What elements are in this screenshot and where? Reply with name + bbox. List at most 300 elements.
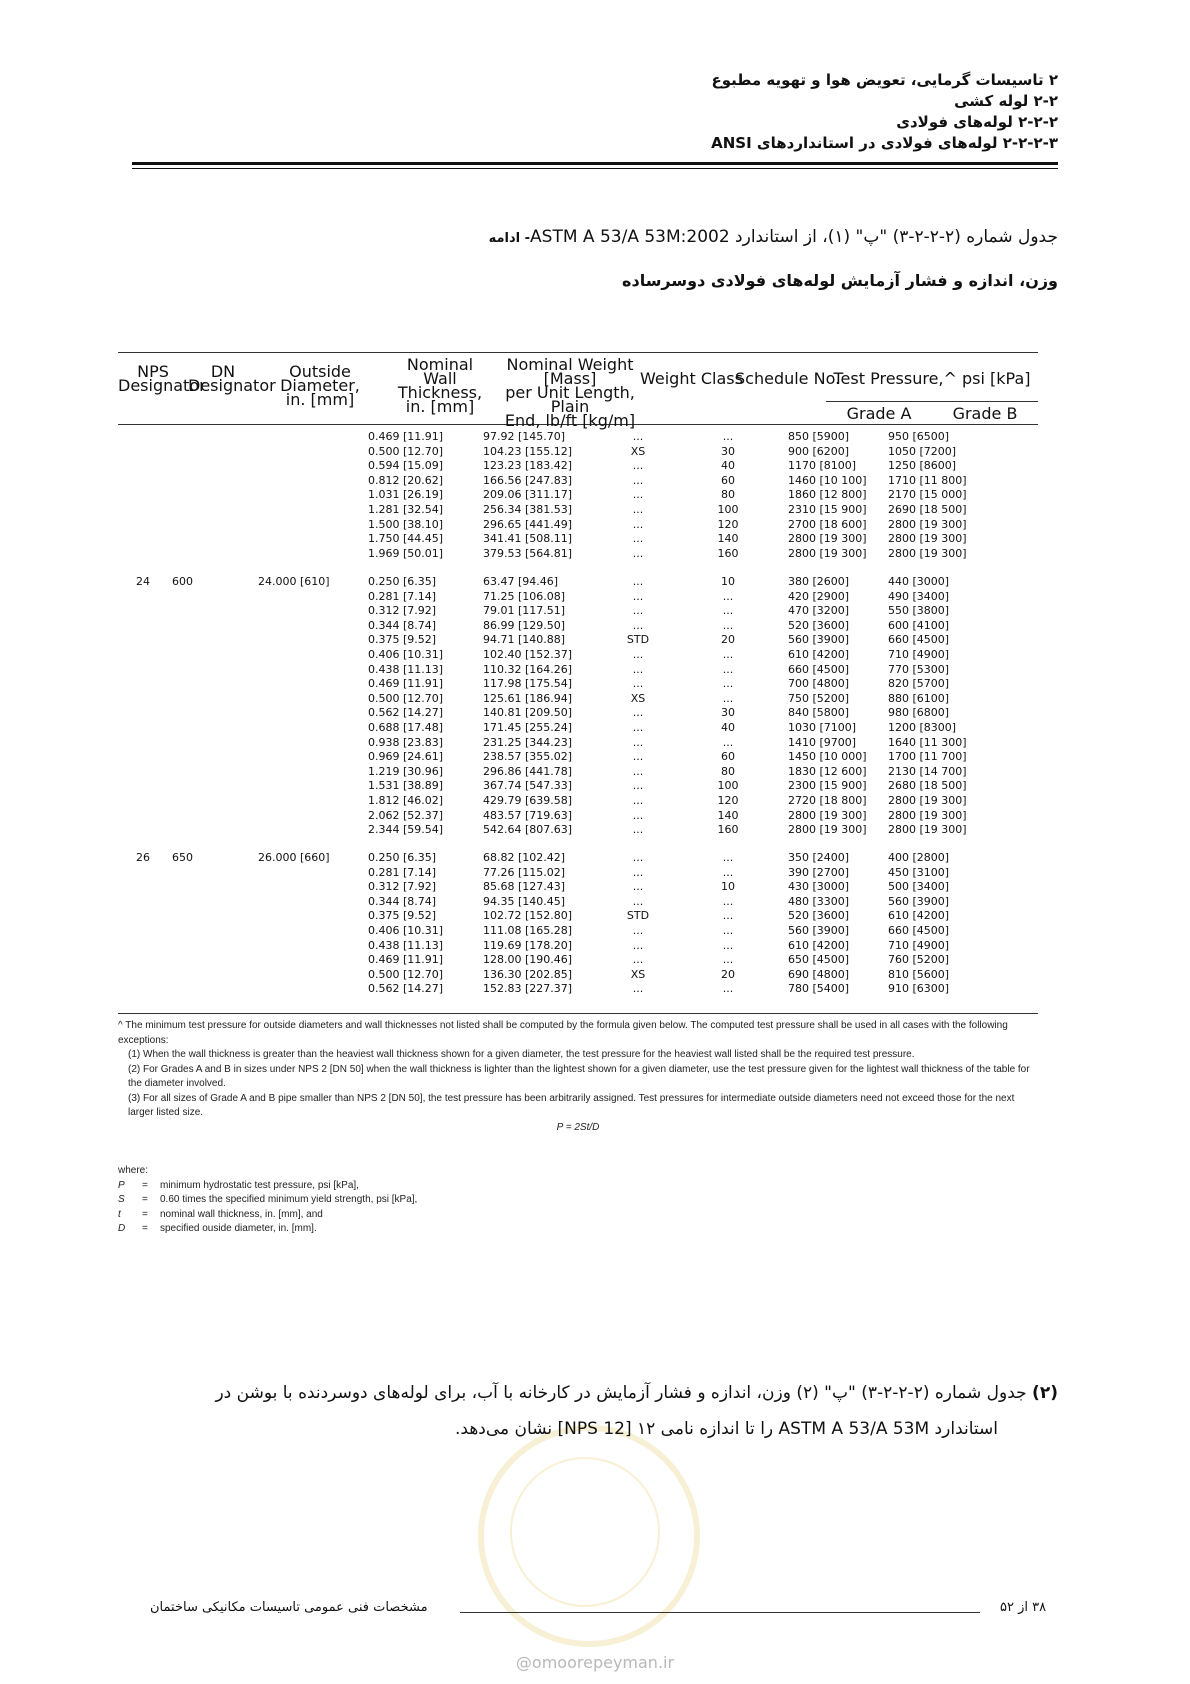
table-group-nps-24 xyxy=(118,575,1038,838)
test-pressure-grade-b: 880 [6100] xyxy=(888,691,950,705)
test-pressure-grade-b: 1050 [7200] xyxy=(888,444,957,458)
test-pressure-grade-b: 2800 [19 300] xyxy=(888,532,967,546)
test-pressure-grade-a: 1450 [10 000] xyxy=(788,750,867,764)
nominal-weight: 429.79 [639.58] xyxy=(483,793,573,807)
test-pressure-grade-a: 650 [4500] xyxy=(788,953,850,967)
weight-class: ... xyxy=(632,604,644,618)
wall-thickness: 0.406 [10.31] xyxy=(368,923,444,937)
definition-equals: = xyxy=(142,1208,148,1220)
weight-class: ... xyxy=(632,923,644,937)
wall-thickness: 0.500 [12.70] xyxy=(368,967,444,981)
test-pressure-grade-a: 390 [2700] xyxy=(788,865,850,879)
wall-thickness: 0.250 [6.35] xyxy=(368,575,437,588)
nominal-weight: 166.56 [247.83] xyxy=(483,473,573,487)
weight-class: ... xyxy=(632,502,644,516)
test-pressure-grade-b: 710 [4900] xyxy=(888,938,950,952)
nominal-weight: 102.72 [152.80] xyxy=(483,909,573,923)
test-pressure-grade-a: 2800 [19 300] xyxy=(788,532,867,546)
header-grade-a: Grade A xyxy=(846,404,912,423)
footer-title: مشخصات فنی عمومی تاسیسات مکانیکی ساختمان xyxy=(150,1600,428,1615)
wall-thickness: 0.375 [9.52] xyxy=(368,633,437,647)
nominal-weight: 102.40 [152.37] xyxy=(483,647,573,661)
nominal-weight: 77.26 [115.02] xyxy=(483,865,566,879)
nominal-weight: 125.61 [186.94] xyxy=(483,691,573,705)
schedule-no: ... xyxy=(722,430,734,443)
table-row xyxy=(118,706,1038,721)
nominal-weight: 128.00 [190.46] xyxy=(483,953,573,967)
test-pressure-grade-a: 1830 [12 600] xyxy=(788,764,867,778)
wall-thickness: 0.281 [7.14] xyxy=(368,589,437,603)
weight-class: ... xyxy=(632,779,644,793)
definition-symbol: P xyxy=(118,1179,125,1191)
table-row xyxy=(118,895,1038,910)
wall-thickness: 2.344 [59.54] xyxy=(368,823,444,837)
header-line-4: ۲-۲-۲-۳ لوله‌های فولادی در استانداردهای ANSI xyxy=(711,134,1058,152)
table-row xyxy=(118,488,1038,503)
table-row xyxy=(118,736,1038,751)
wall-thickness: 1.969 [50.01] xyxy=(368,546,444,560)
weight-class: ... xyxy=(632,793,644,807)
nominal-weight: 86.99 [129.50] xyxy=(483,618,566,632)
weight-class: ... xyxy=(632,808,644,822)
header-nps-text: NPS Designator xyxy=(118,362,206,395)
schedule-no: ... xyxy=(722,662,734,676)
header-grade-b: Grade B xyxy=(952,404,1018,423)
test-pressure-grade-a: 480 [3300] xyxy=(788,894,850,908)
test-pressure-grade-a: 700 [4800] xyxy=(788,677,850,691)
nominal-weight: 171.45 [255.24] xyxy=(483,720,573,734)
test-pressure-grade-a: 900 [6200] xyxy=(788,444,850,458)
weight-class: XS xyxy=(630,444,646,458)
table-row xyxy=(118,779,1038,794)
where-label: where: xyxy=(118,1165,149,1176)
test-pressure-grade-b: 910 [6300] xyxy=(888,982,950,996)
test-pressure-grade-b: 500 [3400] xyxy=(888,880,950,894)
nominal-weight: 94.71 [140.88] xyxy=(483,633,566,647)
nominal-weight: 140.81 [209.50] xyxy=(483,706,573,720)
wall-thickness: 0.438 [11.13] xyxy=(368,662,444,676)
wall-thickness: 0.562 [14.27] xyxy=(368,706,444,720)
header-schedule: Schedule No. xyxy=(735,369,841,388)
nominal-weight: 296.86 [441.78] xyxy=(483,764,573,778)
page-number: ۳۸ از ۵۲ xyxy=(1000,1600,1047,1615)
test-pressure-grade-a: 350 [2400] xyxy=(788,851,850,864)
table-row xyxy=(118,924,1038,939)
table-row xyxy=(118,547,1038,562)
test-pressure-grade-a: 2310 [15 900] xyxy=(788,502,867,516)
header-od-text: Outside Diameter, in. [mm] xyxy=(280,362,360,409)
test-pressure-grade-a: 560 [3900] xyxy=(788,923,850,937)
weight-class: ... xyxy=(632,823,644,837)
wall-thickness: 0.562 [14.27] xyxy=(368,982,444,996)
weight-class: ... xyxy=(632,982,644,996)
nominal-weight: 110.32 [164.26] xyxy=(483,662,573,676)
outside-diameter: 24.000 [610] xyxy=(258,575,330,588)
test-pressure-grade-b: 2800 [19 300] xyxy=(888,517,967,531)
schedule-no: 120 xyxy=(717,517,739,531)
weight-class: ... xyxy=(632,851,644,864)
wall-thickness: 1.750 [44.45] xyxy=(368,532,444,546)
schedule-no: ... xyxy=(722,851,734,864)
nominal-weight: 111.08 [165.28] xyxy=(483,923,573,937)
weight-class: ... xyxy=(632,546,644,560)
wall-thickness: 1.500 [38.10] xyxy=(368,517,444,531)
weight-class: ... xyxy=(632,618,644,632)
header-nps xyxy=(118,362,206,395)
test-pressure-grade-b: 2800 [19 300] xyxy=(888,823,967,837)
weight-class: ... xyxy=(632,750,644,764)
definition-text: specified ouside diameter, in. [mm]. xyxy=(160,1223,317,1234)
table-row xyxy=(118,866,1038,881)
table-row xyxy=(118,474,1038,489)
nominal-weight: 296.65 [441.49] xyxy=(483,517,573,531)
test-pressure-grade-b: 660 [4500] xyxy=(888,633,950,647)
wall-thickness: 1.031 [26.19] xyxy=(368,488,444,502)
wall-thickness: 0.312 [7.92] xyxy=(368,880,437,894)
test-pressure-grade-a: 380 [2600] xyxy=(788,575,850,588)
table-row xyxy=(118,750,1038,765)
test-pressure-grade-b: 490 [3400] xyxy=(888,589,950,603)
schedule-no: 80 xyxy=(721,764,735,778)
wall-thickness: 0.500 [12.70] xyxy=(368,444,444,458)
test-pressure-grade-b: 2130 [14 700] xyxy=(888,764,967,778)
nps-designator: 26 xyxy=(136,851,150,864)
table-rule-top xyxy=(118,352,1038,353)
test-pressure-grade-b: 2680 [18 500] xyxy=(888,779,967,793)
schedule-no: ... xyxy=(722,647,734,661)
footnote-exception-3: (3) For all sizes of Grade A and B pipe smaller than NPS 2 [DN 50], the test pressure has been arbitrarily assigned. Test pressures for intermediate outside diameters need not exceed those for the next larger listed size. xyxy=(128,1092,1015,1118)
nominal-weight: 94.35 [140.45] xyxy=(483,894,566,908)
wall-thickness: 0.344 [8.74] xyxy=(368,618,437,632)
schedule-no: 10 xyxy=(721,575,735,588)
test-pressure-grade-b: 450 [3100] xyxy=(888,865,950,879)
definition-text: nominal wall thickness, in. [mm], and xyxy=(160,1208,323,1220)
table-row xyxy=(118,503,1038,518)
footer-rule xyxy=(460,1612,980,1613)
table-row xyxy=(118,532,1038,547)
definition-equals: = xyxy=(142,1179,148,1191)
table-caption-suffix: - ادامه xyxy=(488,231,531,246)
test-pressure-grade-b: 760 [5200] xyxy=(888,953,950,967)
definition-symbol: S xyxy=(118,1194,125,1205)
wall-thickness: 0.594 [15.09] xyxy=(368,459,444,473)
wall-thickness: 0.969 [24.61] xyxy=(368,750,444,764)
test-pressure-grade-a: 1170 [8100] xyxy=(788,459,857,473)
test-pressure-grade-b: 820 [5700] xyxy=(888,677,950,691)
table-row xyxy=(118,604,1038,619)
weight-class: ... xyxy=(632,589,644,603)
table-row xyxy=(118,677,1038,692)
test-pressure-grade-a: 2700 [18 600] xyxy=(788,517,867,531)
table-group-continuation xyxy=(118,430,1038,561)
weight-class: STD xyxy=(626,909,650,923)
schedule-no: 120 xyxy=(717,793,739,807)
wall-thickness: 0.688 [17.48] xyxy=(368,720,444,734)
schedule-no: ... xyxy=(722,894,734,908)
wall-thickness: 0.438 [11.13] xyxy=(368,938,444,952)
test-pressure-grade-b: 2800 [19 300] xyxy=(888,546,967,560)
schedule-no: ... xyxy=(722,953,734,967)
table-row xyxy=(118,794,1038,809)
wall-thickness: 0.312 [7.92] xyxy=(368,604,437,618)
wall-thickness: 0.281 [7.14] xyxy=(368,865,437,879)
footnote-exception-1: (1) When the wall thickness is greater than the heaviest wall thickness shown for a given diameter, the test pressure for the heaviest wall listed shall be the required test pressure. xyxy=(128,1049,915,1060)
wall-thickness: 0.375 [9.52] xyxy=(368,909,437,923)
table-caption-text: جدول شماره (۲-۲-۲-۳) "پ" (۱)، از استاندارد ASTM A 53/A 53M:2002 xyxy=(530,227,1058,247)
test-pressure-grade-a: 780 [5400] xyxy=(788,982,850,996)
wall-thickness: 0.469 [11.91] xyxy=(368,677,444,691)
test-pressure-grade-a: 1410 [9700] xyxy=(788,735,857,749)
test-pressure-grade-a: 750 [5200] xyxy=(788,691,850,705)
weight-class: ... xyxy=(632,575,644,588)
test-pressure-grade-b: 2800 [19 300] xyxy=(888,808,967,822)
test-pressure-grade-b: 610 [4200] xyxy=(888,909,950,923)
table-row xyxy=(118,823,1038,838)
definition-symbol: D xyxy=(118,1223,126,1234)
schedule-no: 60 xyxy=(721,473,735,487)
weight-class: ... xyxy=(632,720,644,734)
wall-thickness: 1.219 [30.96] xyxy=(368,764,444,778)
test-pressure-grade-b: 1710 [11 800] xyxy=(888,473,967,487)
header-nominal-weight xyxy=(500,355,640,430)
weight-class: ... xyxy=(632,647,644,661)
test-pressure-grade-a: 2800 [19 300] xyxy=(788,546,867,560)
weight-class: ... xyxy=(632,662,644,676)
schedule-no: 100 xyxy=(717,502,739,516)
test-pressure-grade-b: 980 [6800] xyxy=(888,706,950,720)
wall-thickness: 0.344 [8.74] xyxy=(368,894,437,908)
table-row xyxy=(118,663,1038,678)
schedule-no: 40 xyxy=(721,720,735,734)
test-pressure-grade-b: 950 [6500] xyxy=(888,430,950,443)
nominal-weight: 379.53 [564.81] xyxy=(483,546,573,560)
paragraph-line-1: جدول شماره (۲-۲-۲-۳) "پ" (۲) وزن، اندازه و فشار آزمایش در کارخانه با آب، برای لوله‌های دوسردنده با بوشن در xyxy=(215,1383,1027,1403)
schedule-no: ... xyxy=(722,865,734,879)
schedule-no: 30 xyxy=(721,444,735,458)
schedule-no: ... xyxy=(722,982,734,996)
section-header xyxy=(158,70,1058,154)
test-pressure-grade-a: 430 [3000] xyxy=(788,880,850,894)
table-row xyxy=(118,459,1038,474)
wall-thickness: 0.500 [12.70] xyxy=(368,691,444,705)
definition-equals: = xyxy=(142,1223,148,1234)
nominal-weight: 231.25 [344.23] xyxy=(483,735,573,749)
test-pressure-grade-b: 1250 [8600] xyxy=(888,459,957,473)
test-pressure-grade-a: 420 [2900] xyxy=(788,589,850,603)
definition-text: 0.60 times the specified minimum yield strength, psi [kPa], xyxy=(160,1194,418,1205)
table-row xyxy=(118,909,1038,924)
paragraph-line-2: استاندارد ASTM A 53/A 53M را تا اندازه نامی ۱۲ [NPS 12] نشان می‌دهد. xyxy=(455,1419,998,1439)
formula: P = 2St/D xyxy=(556,1121,600,1133)
test-pressure-grade-a: 1860 [12 800] xyxy=(788,488,867,502)
test-pressure-grade-b: 770 [5300] xyxy=(888,662,950,676)
wall-thickness: 0.812 [20.62] xyxy=(368,473,444,487)
header-line-1: ۲ تاسیسات گرمایی، تعویض هوا و تهویه مطبوع xyxy=(711,71,1058,89)
nominal-weight: 256.34 [381.53] xyxy=(483,502,573,516)
wall-thickness: 0.469 [11.91] xyxy=(368,430,444,443)
header-outside-diameter xyxy=(260,362,380,409)
wall-thickness: 0.406 [10.31] xyxy=(368,647,444,661)
nominal-weight: 71.25 [106.08] xyxy=(483,589,566,603)
weight-class: ... xyxy=(632,430,644,443)
schedule-no: 20 xyxy=(721,967,735,981)
schedule-no: 10 xyxy=(721,880,735,894)
weight-class: XS xyxy=(630,691,646,705)
header-wall-text: Nominal Wall Thickness, in. [mm] xyxy=(397,355,483,416)
test-pressure-grade-a: 2300 [15 900] xyxy=(788,779,867,793)
test-pressure-grade-a: 520 [3600] xyxy=(788,909,850,923)
header-rule-thin xyxy=(132,168,1058,169)
weight-class: ... xyxy=(632,473,644,487)
test-pressure-grade-a: 610 [4200] xyxy=(788,938,850,952)
table-row xyxy=(118,880,1038,895)
weight-class: ... xyxy=(632,953,644,967)
wall-thickness: 1.531 [38.89] xyxy=(368,779,444,793)
test-pressure-grade-a: 520 [3600] xyxy=(788,618,850,632)
header-weight-class: Weight Class xyxy=(640,369,743,388)
table-row xyxy=(118,518,1038,533)
table-row xyxy=(118,633,1038,648)
test-pressure-grade-a: 560 [3900] xyxy=(788,633,850,647)
wall-thickness: 0.938 [23.83] xyxy=(368,735,444,749)
table-row xyxy=(118,968,1038,983)
schedule-no: ... xyxy=(722,909,734,923)
nominal-weight: 209.06 [311.17] xyxy=(483,488,573,502)
test-pressure-grade-b: 550 [3800] xyxy=(888,604,950,618)
test-pressure-grade-b: 400 [2800] xyxy=(888,851,950,864)
test-pressure-grade-b: 1200 [8300] xyxy=(888,720,957,734)
table-rule-grade xyxy=(826,401,1038,402)
test-pressure-grade-b: 660 [4500] xyxy=(888,923,950,937)
site-watermark: @omoorepeyman.ir xyxy=(515,1653,675,1672)
schedule-no: 80 xyxy=(721,488,735,502)
schedule-no: ... xyxy=(722,604,734,618)
dn-designator: 650 xyxy=(172,851,193,864)
weight-class: ... xyxy=(632,764,644,778)
wall-thickness: 1.812 [46.02] xyxy=(368,793,444,807)
test-pressure-grade-a: 1030 [7100] xyxy=(788,720,857,734)
weight-class: ... xyxy=(632,938,644,952)
test-pressure-grade-a: 610 [4200] xyxy=(788,647,850,661)
test-pressure-grade-a: 2720 [18 800] xyxy=(788,793,867,807)
weight-class: ... xyxy=(632,517,644,531)
definition-text: minimum hydrostatic test pressure, psi [kPa], xyxy=(160,1179,359,1191)
test-pressure-grade-b: 1640 [11 300] xyxy=(888,735,967,749)
table-row xyxy=(118,851,1038,866)
dn-designator: 600 xyxy=(172,575,193,588)
table-row xyxy=(118,575,1038,590)
schedule-no: 100 xyxy=(717,779,739,793)
table-row xyxy=(118,953,1038,968)
test-pressure-grade-a: 690 [4800] xyxy=(788,967,850,981)
header-weight-text: Nominal Weight [Mass] per Unit Length, Plain End, lb/ft [kg/m] xyxy=(504,355,636,430)
schedule-no: ... xyxy=(722,735,734,749)
test-pressure-grade-b: 2800 [19 300] xyxy=(888,793,967,807)
table-title: وزن، اندازه و فشار آزمایش لوله‌های فولادی دوسرساده xyxy=(622,271,1058,290)
weight-class: ... xyxy=(632,532,644,546)
weight-class: ... xyxy=(632,677,644,691)
nominal-weight: 79.01 [117.51] xyxy=(483,604,566,618)
schedule-no: ... xyxy=(722,938,734,952)
definition-symbol: t xyxy=(118,1208,121,1220)
header-test-pressure: Test Pressure,^ psi [kPa] xyxy=(833,369,1031,388)
header-dn-text: DN Designator xyxy=(188,362,276,395)
schedule-no: ... xyxy=(722,691,734,705)
test-pressure-grade-b: 600 [4100] xyxy=(888,618,950,632)
schedule-no: ... xyxy=(722,677,734,691)
nominal-weight: 483.57 [719.63] xyxy=(483,808,573,822)
nominal-weight: 542.64 [807.63] xyxy=(483,823,573,837)
test-pressure-grade-b: 2690 [18 500] xyxy=(888,502,967,516)
header-line-3: ۲-۲-۲ لوله‌های فولادی xyxy=(896,113,1058,131)
test-pressure-grade-a: 660 [4500] xyxy=(788,662,850,676)
nominal-weight: 68.82 [102.42] xyxy=(483,851,566,864)
test-pressure-grade-b: 1700 [11 700] xyxy=(888,750,967,764)
weight-class: ... xyxy=(632,894,644,908)
schedule-no: 160 xyxy=(717,823,739,837)
weight-class: ... xyxy=(632,488,644,502)
nominal-weight: 136.30 [202.85] xyxy=(483,967,573,981)
header-dn xyxy=(188,362,276,395)
table-row xyxy=(118,809,1038,824)
test-pressure-grade-a: 2800 [19 300] xyxy=(788,823,867,837)
test-pressure-grade-a: 2800 [19 300] xyxy=(788,808,867,822)
footnote-exception-2: (2) For Grades A and B in sizes under NPS 2 [DN 50] when the wall thickness is lighter than the lightest shown for a given diameter, use the test pressure given for the lightest wall thickness of the table for the diameter involved. xyxy=(128,1063,1030,1089)
header-line-2: ۲-۲ لوله کشی xyxy=(954,92,1058,110)
table-row xyxy=(118,765,1038,780)
watermark-seal-inner xyxy=(510,1457,660,1607)
test-pressure-grade-a: 840 [5800] xyxy=(788,706,850,720)
outside-diameter: 26.000 [660] xyxy=(258,851,330,864)
nominal-weight: 123.23 [183.42] xyxy=(483,459,573,473)
test-pressure-grade-b: 810 [5600] xyxy=(888,967,950,981)
schedule-no: ... xyxy=(722,923,734,937)
table-row xyxy=(118,939,1038,954)
schedule-no: ... xyxy=(722,618,734,632)
paragraph-number: (۲) xyxy=(1032,1383,1058,1403)
table-row xyxy=(118,692,1038,707)
wall-thickness: 2.062 [52.37] xyxy=(368,808,444,822)
weight-class: ... xyxy=(632,735,644,749)
wall-thickness: 0.250 [6.35] xyxy=(368,851,437,864)
table-row xyxy=(118,721,1038,736)
table-row xyxy=(118,430,1038,445)
test-pressure-grade-b: 560 [3900] xyxy=(888,894,950,908)
nps-designator: 24 xyxy=(136,575,150,588)
test-pressure-grade-b: 440 [3000] xyxy=(888,575,950,588)
test-pressure-grade-a: 1460 [10 100] xyxy=(788,473,867,487)
header-wall-thickness xyxy=(385,355,495,416)
test-pressure-grade-b: 2170 [15 000] xyxy=(888,488,967,502)
footnote-main: ^ The minimum test pressure for outside diameters and wall thicknesses not listed shall be computed by the formula given below. The computed test pressure shall be used in all cases with the following exceptions: xyxy=(118,1020,1008,1046)
wall-thickness: 0.469 [11.91] xyxy=(368,953,444,967)
definition-equals: = xyxy=(142,1194,148,1205)
nominal-weight: 238.57 [355.02] xyxy=(483,750,573,764)
table-row xyxy=(118,445,1038,460)
weight-class: XS xyxy=(630,967,646,981)
wall-thickness: 1.281 [32.54] xyxy=(368,502,444,516)
table-row xyxy=(118,648,1038,663)
table-row xyxy=(118,619,1038,634)
nominal-weight: 97.92 [145.70] xyxy=(483,430,566,443)
nominal-weight: 119.69 [178.20] xyxy=(483,938,573,952)
body-paragraph xyxy=(118,1375,1058,1447)
schedule-no: 140 xyxy=(717,532,739,546)
schedule-no: 20 xyxy=(721,633,735,647)
nominal-weight: 367.74 [547.33] xyxy=(483,779,573,793)
schedule-no: 160 xyxy=(717,546,739,560)
table-footnotes xyxy=(118,1019,1038,1135)
